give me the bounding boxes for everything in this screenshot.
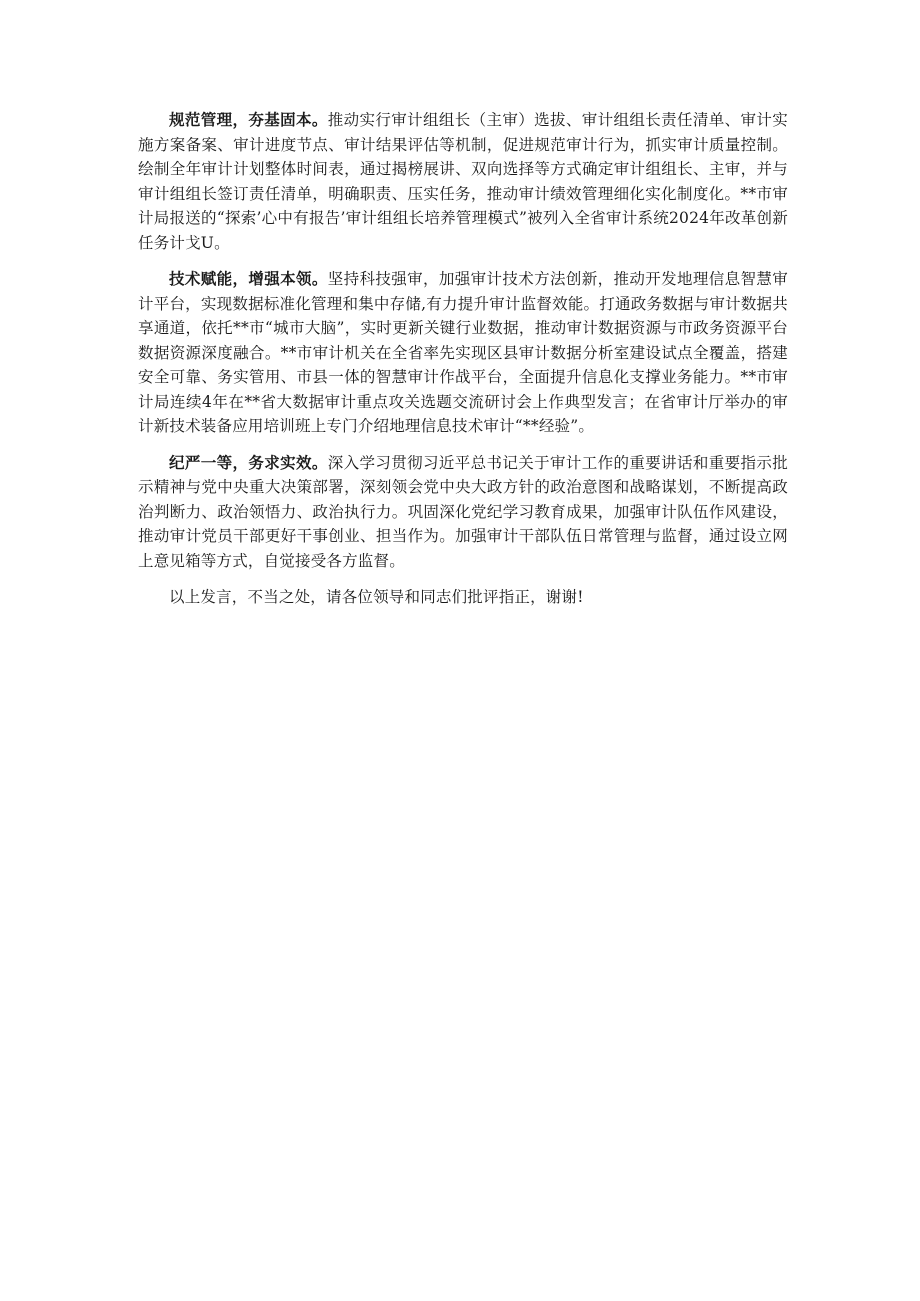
paragraph-text: 坚持科技强审，加强审计技术方法创新，推动开发地理信息智慧审计平台，实现数据标准化管理和集中存储,有力提升审计监督效能。打通政务数据与审计数据共享通道，依托**市“城市大脑”，实时更新关键行业数据，推动审计数据资源与市政务资源平台数据资源深度融合。**市审计机关在全省率先实现区县审计数据分析室建设试点全覆盖，搭建安全可靠、务实管用、市县一体的智慧审计作战平台，全面提升信息化支撑业务能力。**市审计局连续4年在**省大数据审计重点攻关选题交流研讨会上作典型发言；在省审计厅举办的审计新技术装备应用培训班上专门介绍地理信息技术审计“**经验”。: [138, 270, 788, 435]
paragraph-strict-discipline: [138, 451, 788, 574]
paragraph-tech-empowerment: [138, 267, 788, 439]
paragraph-heading: 技术赋能，增强本领。: [169, 269, 328, 288]
paragraph-text: 推动实行审计组组长（主审）选拔、审计组组长责任清单、审计实施方案备案、审计进度节点、审计结果评估等机制，促进规范审计行为，抓实审计质量控制。绘制全年审计计划整体时间表，通过揭榜展讲、双向选择等方式确定审计组组长、主审，并与审计组组长签订责任清单，明确职责、压实任务，推动审计绩效管理细化实化制度化。**市审计局报送的“探索’心中有报告’审计组组长培养管理模式”被列入全省审计系统2024年改革创新任务计戈U。: [138, 111, 788, 252]
document-body: [138, 108, 788, 622]
closing-remarks: 以上发言，不当之处，请各位领导和同志们批评指正，谢谢!: [169, 588, 584, 606]
paragraph-heading: 纪严一等，务求实效。: [169, 452, 328, 472]
paragraph-text: 深入学习贯彻习近平总书记关于审计工作的重要讲话和重要指示批示精神与党中央重大决策部署，深刻领会党中央大政方针的政治意图和战略谋划，不断提高政治判断力、政治领悟力、政治执行力。巩固深化党纪学习教育成果，加强审计队伍作风建设，推动审计党员干部更好干事创业、担当作为。加强审计干部队伍日常管理与监督，通过设立网上意见箱等方式，自觉接受各方监督。: [138, 453, 788, 570]
paragraph-heading: 规范管理，夯基固本。: [169, 110, 328, 129]
paragraph-standardized-management: [138, 108, 788, 255]
